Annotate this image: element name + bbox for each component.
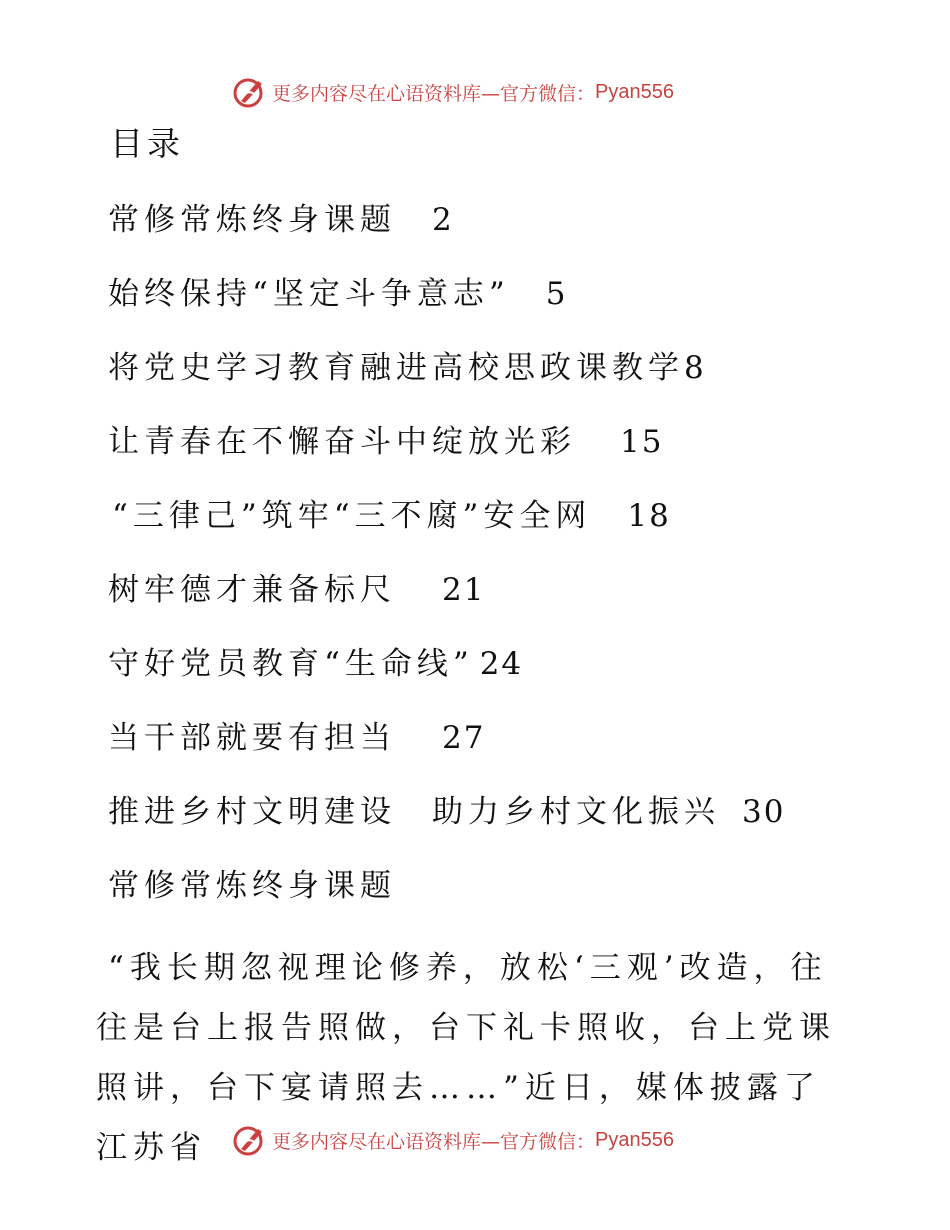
watermark-text: 更多内容尽在心语资料库—官方微信： [272,1130,596,1153]
toc-item-page: 21 [442,572,486,608]
toc-item-title: 推进乡村文明建设 助力乡村文化振兴 [108,794,720,830]
toc-item-title: 树牢德才兼备标尺 [108,572,396,608]
toc-item[interactable] [108,718,485,758]
toc-item[interactable] [108,644,523,684]
toc-item-title: 常修常炼终身课题 [108,202,396,238]
toc-item-title: 让青春在不懈奋斗中绽放光彩 [108,424,576,460]
watermark-footer [232,1120,674,1160]
toc-item-page: 24 [479,646,524,682]
watermark-wechat-id: Pyan556 [595,1128,674,1151]
toc-item-title: “三律己”筑牢“三不腐”安全网 [112,498,592,534]
toc-item[interactable] [108,200,454,240]
toc-item[interactable] [108,422,663,462]
toc-item-title: 将党史学习教育融进高校思政课教学 [108,350,684,386]
toc-item-page: 18 [627,498,671,534]
toc-item-title: 始终保持“坚定斗争意志” [108,276,510,312]
toc-item-page: 15 [620,424,664,460]
toc-item[interactable] [108,274,567,314]
toc-item-page: 27 [442,720,486,756]
watermark-header [232,72,674,112]
toc-item-page: 30 [742,794,786,830]
article-heading: 常修常炼终身课题 [108,868,396,904]
toc-item-title: 当干部就要有担当 [108,720,396,756]
toc-item[interactable] [112,496,671,536]
toc-item[interactable] [108,792,785,832]
article-paragraph: “我长期忽视理论修养，放松‘三观’改造，往往是台上报告照做，台下礼卡照收，台上党课照讲，台下宴请照去……”近日，媒体披露了江苏省 [96,950,836,1166]
watermark-text: 更多内容尽在心语资料库—官方微信： [272,82,596,105]
toc-item-page: 2 [432,202,454,238]
toc-title: 目录 [110,124,184,163]
toc-item[interactable] [108,570,485,610]
pen-logo-icon [232,1123,266,1157]
toc-item-title: 守好党员教育“生命线” [108,646,474,682]
pen-logo-icon [232,75,266,109]
toc-item-page: 8 [684,350,706,386]
toc-item[interactable] [108,348,706,388]
watermark-wechat-id: Pyan556 [595,80,674,103]
toc-item-page: 5 [545,276,568,312]
